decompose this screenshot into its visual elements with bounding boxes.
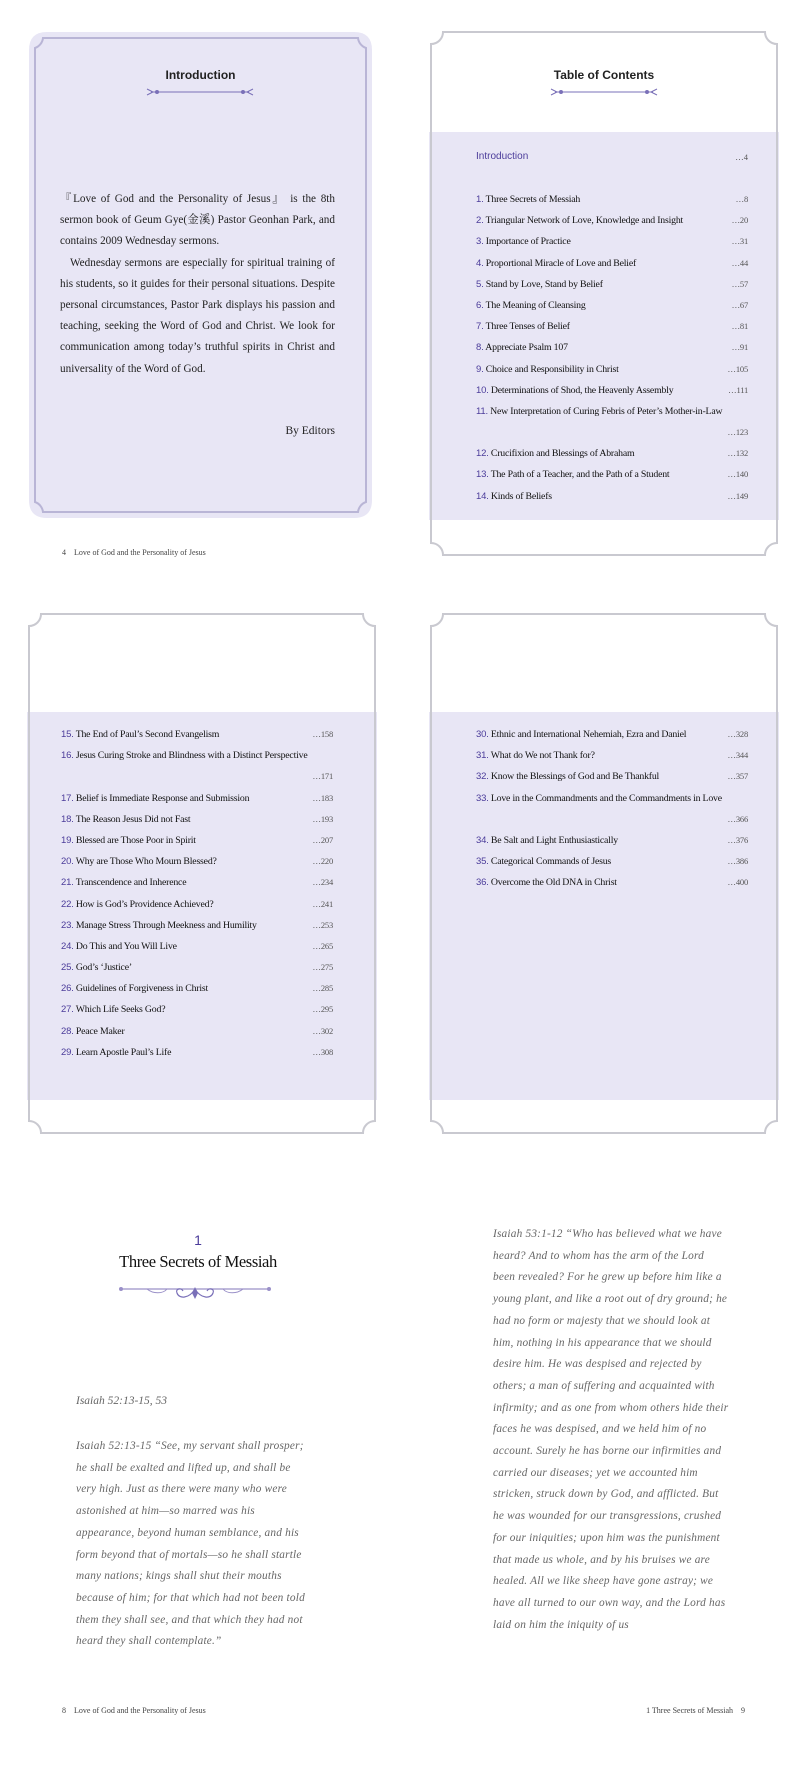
toc-title: Table of Contents [553,68,655,82]
toc-entry[interactable]: 7. Three Tenses of Belief …81 [476,321,748,333]
toc-entry[interactable]: 14. Kinds of Beliefs …149 [476,490,748,502]
intro-paragraph: Wednesday sermons are especially for spiritual training of his students, so it guides for their personal situations. Despite personal circumstances, Pastor Park displays his passion and teaching, seeking the Word of God and Christ. We look for communication among today’s truthful spirits in Christ and universality of the Word of God. [60,256,335,375]
toc-page-1 [429,30,779,557]
title-ornament-icon [145,86,255,98]
running-title: Love of God and the Personality of Jesus [74,548,206,557]
page-number: 9 [741,1706,745,1715]
toc-entry[interactable]: 16. Jesus Curing Stroke and Blindness with a Distinct Perspective …171 [61,750,333,782]
page-folio [646,1706,745,1715]
page-folio [62,548,206,557]
running-title: Love of God and the Personality of Jesus [74,1706,206,1715]
toc-page-3 [429,612,779,1135]
toc-entry[interactable]: 1. Three Secrets of Messiah …8 [476,194,748,205]
intro-signature: By Editors [285,425,335,437]
toc-entry[interactable]: 26. Guidelines of Forgiveness in Christ …285 [61,983,333,995]
toc-entry[interactable]: 19. Blessed are Those Poor in Spirit …207 [61,834,333,846]
toc-entry[interactable]: 18. The Reason Jesus Did not Fast …193 [61,813,333,825]
toc-entry[interactable]: 36. Overcome the Old DNA in Christ …400 [476,877,748,889]
toc-entry[interactable]: 35. Categorical Commands of Jesus …386 [476,856,748,868]
scripture-passage: Isaiah 52:13-15 “See, my servant shall prosper; he shall be exalted and lifted up, and shall be very high. Just as there were many who were astonished at him—so marred was his appearance, beyond human semblance, and his form beyond that of mortals—so he shall startle many nations; kings shall shut their mouths because of him; for that which had not been told them they shall see, and that which they had not heard they shall contemplate.” [76,1440,305,1648]
page-number: 8 [62,1706,66,1715]
scripture-passage: Isaiah 53:1-12 “Who has believed what we have heard? And to whom has the arm of the Lord been revealed? For he grew up before him like a young plant, and like a root out of dry ground; he had no form or majesty that we should look at him, nothing in his appearance that we should desire him. He was despised and rejected by others; a man of suffering and acquainted with infirmity; and as one from whom others hide their faces he was despised, and we held him of no account. Surely he has borne our infirmities and carried our diseases; yet we accounted him stricken, struck down by God, and afflicted. But he was wounded for our transgressions, crushed for our iniquities; upon him was the punishment that made us whole, and by his bruises we are healed. All we like sheep have gone astray; we have all turned to our own way, and the Lord has laid on him the iniquity of us [493,1228,729,1631]
intro-paragraph: 『Love of God and the Personality of Jesus』 is the 8th sermon book of Geum Gye(金溪) Pastor Geonhan Park, and contains 2009 Wednesday sermons. [60,193,335,248]
scripture-reference: Isaiah 52:13-15, 53 [76,1395,168,1407]
toc-entry[interactable]: 20. Why are Those Who Mourn Blessed? …220 [61,856,333,868]
toc-list [476,724,748,894]
intro-page [27,30,374,520]
chapter-title: Three Secrets of Messiah [119,1252,277,1271]
toc-entry[interactable]: 8. Appreciate Psalm 107 …91 [476,342,748,354]
toc-list [476,189,748,507]
toc-entry[interactable]: 6. The Meaning of Cleansing …67 [476,299,748,311]
toc-entry[interactable]: 27. Which Life Seeks God? …295 [61,1004,333,1016]
running-title: 1 Three Secrets of Messiah [646,1706,733,1715]
chapter-number: 1 [194,1232,202,1248]
toc-entry[interactable]: 15. The End of Paul’s Second Evangelism …158 [61,729,333,740]
toc-entry[interactable]: 9. Choice and Responsibility in Christ …105 [476,363,748,375]
toc-entry[interactable]: 5. Stand by Love, Stand by Belief …57 [476,278,748,290]
toc-entry[interactable]: 21. Transcendence and Inherence …234 [61,877,333,889]
flourish-ornament-icon [117,1283,273,1303]
toc-entry[interactable]: 29. Learn Apostle Paul’s Life …308 [61,1046,333,1058]
toc-entry[interactable]: 22. How is God’s Providence Achieved? …241 [61,898,333,910]
toc-intro-page: …4 [735,152,748,162]
toc-entry[interactable]: 32. Know the Blessings of God and Be Thankful …357 [476,771,748,783]
toc-entry[interactable]: 11. New Interpretation of Curing Febris of Peter’s Mother-in-Law …123 [476,405,748,438]
toc-entry[interactable]: 4. Proportional Miracle of Love and Belief …44 [476,257,748,269]
toc-entry[interactable]: 2. Triangular Network of Love, Knowledge and Insight …20 [476,215,748,227]
toc-entry[interactable]: 28. Peace Maker …302 [61,1025,333,1037]
toc-entry[interactable]: 13. The Path of a Teacher, and the Path of a Student …140 [476,469,748,481]
toc-entry[interactable]: 33. Love in the Commandments and the Commandments in Love …366 [476,792,748,824]
toc-entry[interactable]: 31. What do We not Thank for? …344 [476,750,748,762]
toc-entry[interactable]: 3. Importance of Practice …31 [476,236,748,248]
page-number: 4 [62,548,66,557]
toc-entry[interactable]: 17. Belief is Immediate Response and Submission …183 [61,792,333,804]
toc-list [61,724,333,1063]
title-ornament-icon [549,86,659,98]
toc-entry[interactable]: 23. Manage Stress Through Meekness and Humility …253 [61,919,333,931]
toc-intro-link[interactable]: Introduction [476,151,529,162]
toc-entry[interactable]: 10. Determinations of Shod, the Heavenly Assembly …111 [476,384,748,396]
intro-title: Introduction [165,68,236,82]
toc-entry[interactable]: 34. Be Salt and Light Enthusiastically …376 [476,834,748,846]
page-folio [62,1706,206,1715]
toc-entry[interactable]: 25. God’s ‘Justice’ …275 [61,962,333,974]
toc-entry[interactable]: 30. Ethnic and International Nehemiah, Ezra and Daniel …328 [476,729,748,740]
toc-entry[interactable]: 12. Crucifixion and Blessings of Abraham …132 [476,448,748,460]
toc-entry[interactable]: 24. Do This and You Will Live …265 [61,940,333,952]
toc-page-2 [27,612,377,1135]
